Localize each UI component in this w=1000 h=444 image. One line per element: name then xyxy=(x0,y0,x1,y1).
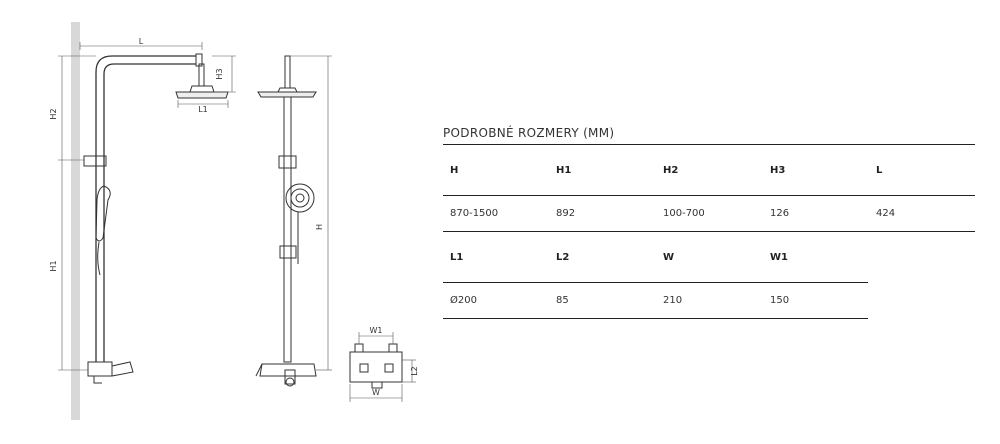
spec-title: PODROBNÉ ROZMERY (MM) xyxy=(443,126,615,140)
dim-label-W: W xyxy=(372,388,380,397)
spec-value-cell: 150 xyxy=(770,295,790,306)
spec-value-cell: 210 xyxy=(663,295,683,306)
shower-dimension-drawing xyxy=(0,0,440,444)
bottom-view xyxy=(350,344,402,388)
shower-head-side xyxy=(176,92,228,98)
spec-value-cell: 126 xyxy=(770,208,790,219)
spec-header-cell: H2 xyxy=(663,164,679,176)
hand-shower-side xyxy=(96,186,110,241)
hose xyxy=(98,242,100,275)
side-view xyxy=(71,22,228,420)
dim-label-L: L xyxy=(138,37,144,46)
front-bracket xyxy=(279,156,296,168)
front-slider xyxy=(280,246,296,258)
spec-header-row xyxy=(443,232,975,282)
spec-value-cell: 892 xyxy=(556,208,576,219)
spec-value-row xyxy=(443,196,975,231)
spec-header-cell: L2 xyxy=(556,251,570,263)
spec-value-cell: Ø200 xyxy=(450,295,477,306)
dim-label-H1: H1 xyxy=(49,260,58,272)
dim-label-H2: H2 xyxy=(49,108,58,120)
dim-label-H: H xyxy=(315,223,324,231)
spec-header-row xyxy=(443,145,975,195)
dim-label-H3: H3 xyxy=(215,68,224,80)
riser-pipe xyxy=(96,56,196,362)
front-head-rod xyxy=(285,56,290,88)
spec-value-cell: 424 xyxy=(876,208,896,219)
spec-header-cell: W1 xyxy=(770,251,788,263)
head-rod xyxy=(199,64,204,86)
mixer-side xyxy=(88,362,112,376)
spec-divider xyxy=(443,318,868,319)
shower-head-front xyxy=(258,92,316,97)
spec-header-cell: L xyxy=(876,164,883,176)
spec-value-cell: 85 xyxy=(556,295,569,306)
wall xyxy=(71,22,80,420)
dim-label-L2: L2 xyxy=(410,366,419,376)
spec-header-cell: L1 xyxy=(450,251,464,263)
spec-value-cell: 870-1500 xyxy=(450,208,499,219)
lever-side xyxy=(112,362,133,376)
spec-value-row xyxy=(443,283,975,318)
hand-shower-front xyxy=(286,184,314,212)
front-riser xyxy=(284,97,291,362)
mixer-body-top xyxy=(350,352,402,382)
spec-header-cell: H3 xyxy=(770,164,786,176)
wall-bracket xyxy=(84,156,106,166)
dimension-spec-table xyxy=(443,122,975,319)
spec-header-cell: W xyxy=(663,251,675,263)
spec-header-cell: H1 xyxy=(556,164,572,176)
spec-value-cell: 100-700 xyxy=(663,208,705,219)
dim-label-W1: W1 xyxy=(369,326,383,335)
spec-header-cell: H xyxy=(450,164,459,176)
front-view xyxy=(256,56,316,386)
dim-label-L1: L1 xyxy=(198,105,208,114)
side-dimensions xyxy=(58,42,236,370)
